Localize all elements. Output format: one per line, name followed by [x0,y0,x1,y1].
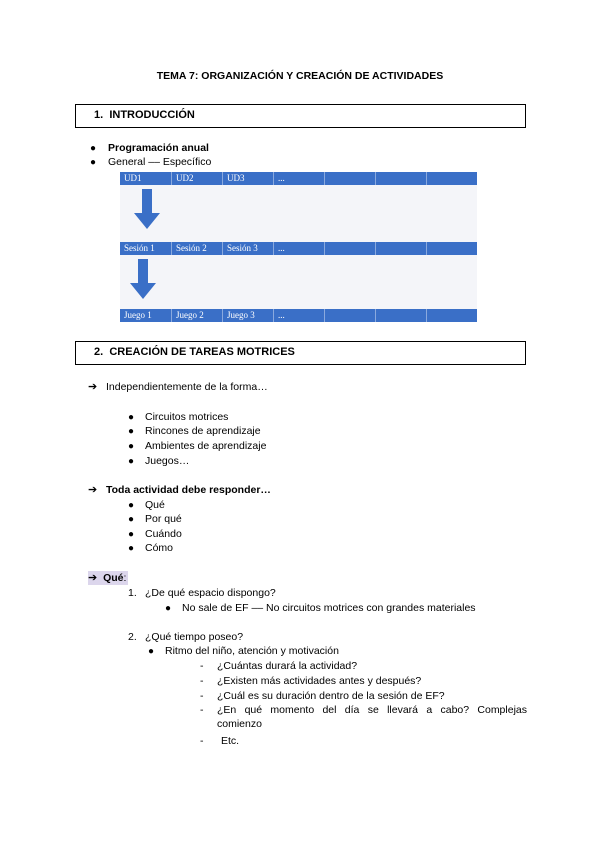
dash-icon: - [200,660,204,672]
dash-item: ¿Cuántas durará la actividad? [217,660,358,672]
bullet-icon: ● [128,441,135,452]
table-cell: Sesión 1 [120,242,172,255]
right-arrow-icon: ➔ [88,381,98,393]
table-cell: Juego 1 [120,309,172,322]
bullet-icon: ● [128,543,135,554]
bullet-icon: ● [128,529,135,540]
dash-icon: - [200,675,204,687]
down-arrow-icon [134,189,160,229]
bullet-programacion-anual: Programación anual [108,142,209,154]
list-item: Circuitos motrices [145,411,229,423]
sub-item: No sale de EF –– No circuitos motrices con grandes materiales [182,602,476,614]
bullet-icon: ● [128,412,135,423]
sesion-row [120,242,477,255]
table-cell [376,309,427,322]
table-cell: ... [274,309,325,322]
table-cell [427,242,477,255]
table-cell [427,309,477,322]
section-1-heading: 1. INTRODUCCIÓN [94,109,195,121]
list-item: Juegos… [145,455,190,467]
bullet-icon: ● [128,500,135,511]
dash-item: Etc. [221,735,240,747]
section-1-heading-box [75,104,526,128]
bullet-icon: ● [128,456,135,467]
table-cell [325,172,376,185]
bullet-icon: ● [148,646,155,657]
table-cell [376,172,427,185]
table-cell: UD2 [172,172,223,185]
down-arrow-icon [130,259,156,299]
dash-icon: - [200,735,204,747]
dash-item: ¿Cuál es su duración dentro de la sesión de EF? [217,690,445,702]
bullet-general-especifico: General –– Específico [108,156,212,168]
document-title: TEMA 7: ORGANIZACIÓN Y CREACIÓN DE ACTIVIDADES [156,70,444,82]
numbered-item-number: 2. [128,631,137,643]
numbered-item: ¿De qué espacio dispongo? [145,587,276,599]
table-cell [427,172,477,185]
table-cell [325,242,376,255]
numbered-item: ¿Qué tiempo poseo? [145,631,244,643]
table-cell: Sesión 2 [172,242,223,255]
dash-item: ¿Existen más actividades antes y después? [217,675,422,687]
list-item: Qué [145,499,165,511]
table-cell: Sesión 3 [223,242,274,255]
table-cell [325,309,376,322]
table-cell: Juego 2 [172,309,223,322]
respond-heading: Toda actividad debe responder… [106,484,271,496]
table-cell: UD1 [120,172,172,185]
sub-item: Ritmo del niño, atención y motivación [165,645,339,657]
dash-icon: - [200,690,204,702]
list-item: Cómo [145,542,174,554]
bullet-icon: ● [128,514,135,525]
table-cell: UD3 [223,172,274,185]
list-item: Rincones de aprendizaje [145,425,261,437]
list-item: Cuándo [145,528,182,540]
table-cell [376,242,427,255]
numbered-item-number: 1. [128,587,137,599]
dash-icon: - [200,704,204,716]
table-cell: Juego 3 [223,309,274,322]
bullet-icon: ● [90,143,97,154]
table-cell: ... [274,172,325,185]
juego-row [120,309,477,322]
right-arrow-icon: ➔ [88,484,98,496]
section-2-heading-box [75,341,526,365]
bullet-icon: ● [128,426,135,437]
dash-item-continuation: comienzo [217,718,262,730]
list-item: Por qué [145,513,182,525]
ud-row [120,172,477,185]
bullet-icon: ● [165,603,172,614]
que-heading: ➔ Qué: [88,572,127,584]
intro-text: Independientemente de la forma… [106,381,268,393]
planning-diagram [120,172,477,322]
bullet-icon: ● [90,157,97,168]
list-item: Ambientes de aprendizaje [145,440,267,452]
diagram-band [120,255,477,309]
table-cell: ... [274,242,325,255]
section-2-heading: 2. CREACIÓN DE TAREAS MOTRICES [94,346,295,358]
dash-item: ¿En qué momento del día se llevará a cabo? Complejas [217,704,527,716]
diagram-band [120,185,477,242]
